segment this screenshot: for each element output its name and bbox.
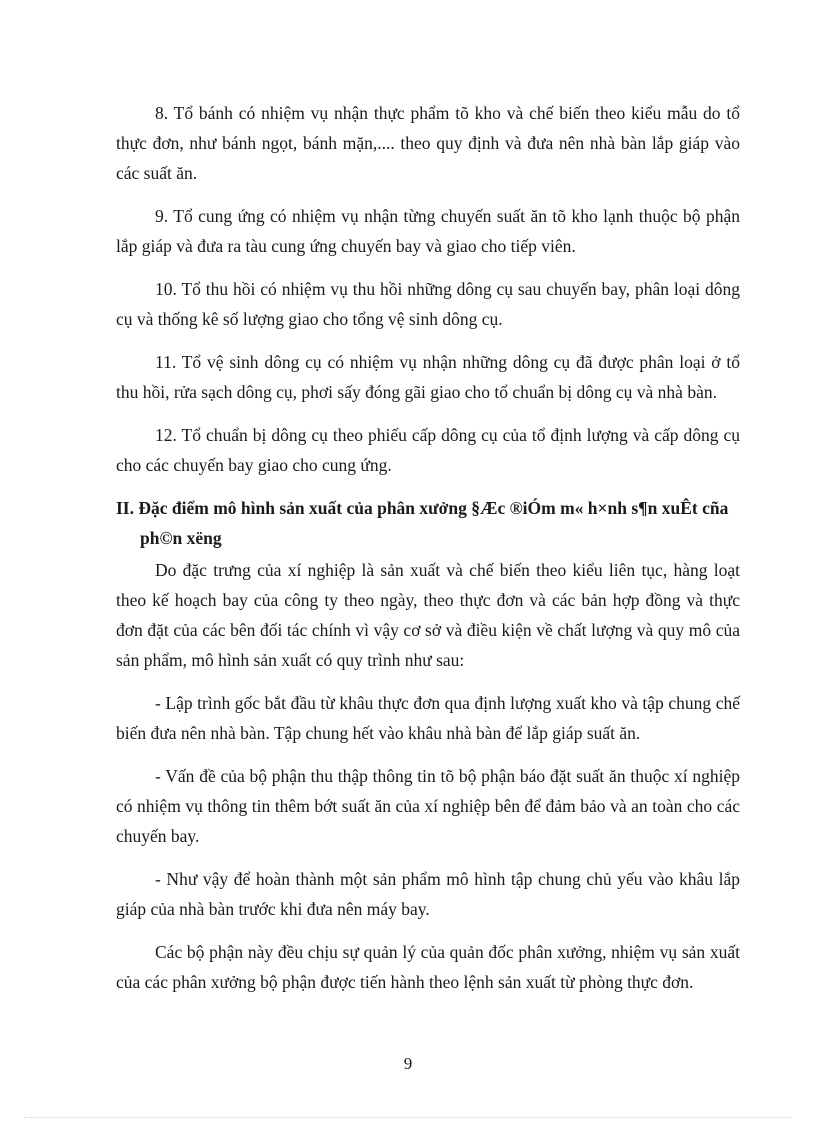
section-heading: II. Đặc điểm mô hình sản xuất của phân xưởng §Æc ®iÓm m« h×nh s¶n xuÊt cña ph©n xëng: [116, 498, 729, 548]
paragraph-bullet-2: - Vấn đề của bộ phận thu thập thông tin tõ bộ phận báo đặt suất ăn thuộc xí nghiệp có nhiệm vụ thông tin thêm bớt suất ăn của xí nghiệp bên để đảm bảo và an toàn cho các chuyến bay.: [116, 766, 740, 846]
page-number: 9: [403, 1054, 413, 1073]
paragraph-intro: Do đặc trưng của xí nghiệp là sản xuất và chế biến theo kiểu liên tục, hàng loạt theo kế hoạch bay của công ty theo ngày, theo thực đơn và các bản hợp đồng và thực đơn đặt của các bên đối tác chính vì vậy cơ sở và điều kiện về chất lượng và quy mô của sản phẩm, mô hình sản xuất có quy trình như sau:: [116, 560, 740, 670]
paragraph-bullet-3: - Như vậy để hoàn thành một sản phẩm mô hình tập chung chủ yếu vào khâu lắp giáp của nhà bàn trước khi đưa nên máy bay.: [116, 869, 740, 919]
paragraph-closing: Các bộ phận này đều chịu sự quản lý của quản đốc phân xưởng, nhiệm vụ sản xuất của các phân xưởng bộ phận được tiến hành theo lệnh sản xuất từ phòng thực đơn.: [116, 942, 740, 992]
paragraph-item-9: 9. Tổ cung ứng có nhiệm vụ nhận từng chuyến suất ăn tõ kho lạnh thuộc bộ phận lắp giáp và đưa ra tàu cung ứng chuyến bay và giao cho tiếp viên.: [116, 206, 740, 256]
page-content: [116, 98, 740, 1010]
paragraph-item-8: 8. Tổ bánh có nhiệm vụ nhận thực phẩm tõ kho và chế biến theo kiểu mẫu do tổ thực đơn, như bánh ngọt, bánh mặn,.... theo quy định và đưa nên nhà bàn lắp giáp vào các suất ăn.: [116, 103, 740, 183]
paragraph-item-11: 11. Tổ vệ sinh dông cụ có nhiệm vụ nhận những dông cụ đã được phân loại ở tổ thu hồi, rửa sạch dông cụ, phơi sấy đóng gãi giao cho tổ chuẩn bị dông cụ và nhà bàn.: [116, 352, 740, 402]
paragraph-bullet-1: - Lập trình gốc bắt đầu từ khâu thực đơn qua định lượng xuất kho và tập chung chế biến đưa nên nhà bàn. Tập chung hết vào khâu nhà bàn để lắp giáp suất ăn.: [116, 693, 740, 743]
paragraph-item-12: 12. Tổ chuẩn bị dông cụ theo phiếu cấp dông cụ của tổ định lượng và cấp dông cụ cho các chuyến bay giao cho cung ứng.: [116, 425, 740, 475]
paragraph-item-10: 10. Tổ thu hồi có nhiệm vụ thu hồi những dông cụ sau chuyến bay, phân loại dông cụ và thống kê số lượng giao cho tổng vệ sinh dông cụ.: [116, 279, 740, 329]
page-bottom-divider: [24, 1117, 792, 1118]
